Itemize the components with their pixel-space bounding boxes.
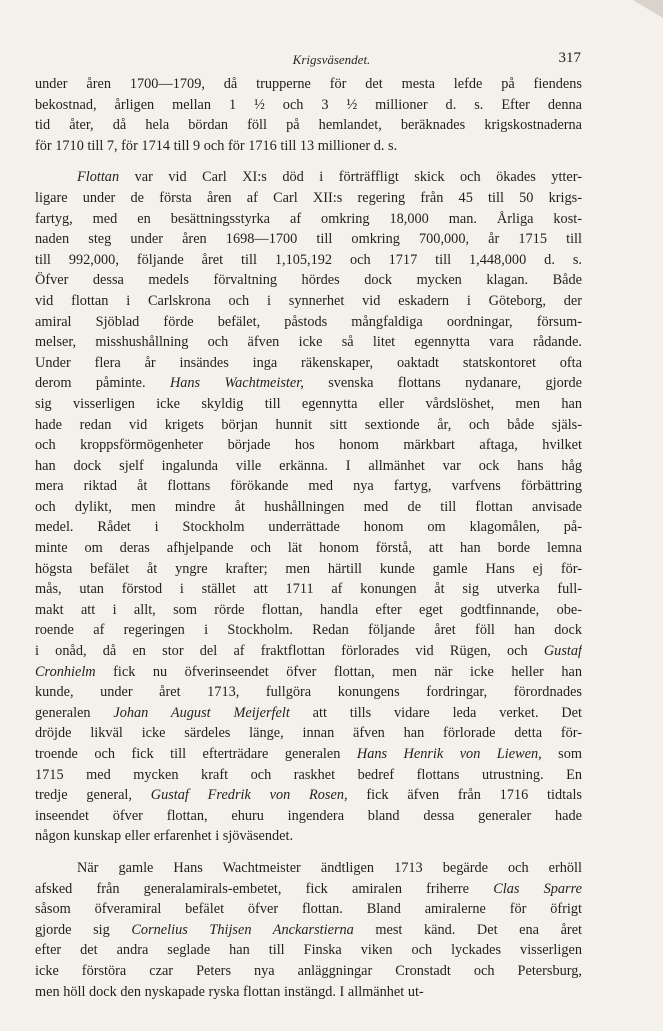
text-line <box>35 312 582 333</box>
text-run: att tills vidare leda verket. Det <box>289 704 582 721</box>
text-line <box>35 961 582 982</box>
text-run: makt att i allt, som rörde flottan, handla efter eget godtfinnande, obe- <box>35 601 582 618</box>
text-line <box>35 188 582 209</box>
text-run: fick nu öfverinseendet öfver flottan, men när icke heller han <box>95 663 582 680</box>
text-line <box>35 373 582 394</box>
text-run: han dock sjelf ingalunda ville erkänna. I allmänhet var ock hans håg <box>35 457 582 474</box>
text-run: amiral Sjöblad förde befälet, påstods mångfaldiga oordningar, försum- <box>35 313 582 330</box>
text-run: När gamle Hans Wachtmeister ändtligen 1713 begärde och erhöll <box>77 859 582 876</box>
text-run: mera riktad åt flottans förökande med nya fartyg, varfvens förbättring <box>35 478 582 495</box>
text-run: tredje general, <box>35 787 151 804</box>
italic-name: Hans Henrik von Liewen, <box>356 746 542 762</box>
text-line <box>35 682 582 703</box>
text-run: för 1710 till 7, för 1714 till 9 och för 1716 till 13 millioner d. s. <box>35 137 398 154</box>
text-line <box>35 476 582 497</box>
text-run: melser, misshushållning och äfven icke så litet egennytta vara rådande. <box>35 334 582 351</box>
text-line <box>35 620 582 641</box>
page-corner-fold <box>633 0 663 18</box>
text-run: till 992,000, följande året till 1,105,192 och 1717 till 1,448,000 d. s. <box>35 251 582 268</box>
text-run: under åren 1700—1709, då trupperne för det mesta lefde på fiendens <box>35 76 582 92</box>
text-run: kunde, under året 1713, fullgöra konungens fordringar, förordnades <box>35 684 582 701</box>
text-line <box>35 538 582 559</box>
text-run: hade redan vid krigets början hunnit sitt sextionde år, och både själs- <box>35 416 582 433</box>
text-run: fick äfven från 1716 tidtals <box>347 787 582 804</box>
text-run: derom påminte. <box>35 375 170 392</box>
text-line <box>35 806 582 827</box>
text-run: inseendet öfver flottan, ehuru ingendera bland dessa generaler hade <box>35 807 582 824</box>
text-line <box>35 940 582 961</box>
text-line <box>35 209 582 230</box>
text-line <box>35 95 582 116</box>
italic-name: Flottan <box>77 169 120 186</box>
text-line <box>35 559 582 580</box>
text-line <box>35 765 582 786</box>
running-head <box>0 50 663 70</box>
text-run: mås, utan förstod i stället att 1711 af konungen åt sig utverka full- <box>35 581 582 598</box>
text-run: 1715 med mycken kraft och raskhet bedref flottans utrustning. En <box>35 766 582 783</box>
text-line <box>35 115 582 136</box>
paragraph <box>35 858 582 1002</box>
text-run: Öfver dessa medels förvaltning hördes dock mycken klagan. Både <box>35 272 582 289</box>
italic-name: Clas Sparre <box>493 880 582 897</box>
text-line <box>35 332 582 353</box>
text-run: afsked från generalamirals-embetet, fick amiralen friherre <box>35 880 494 897</box>
text-run: var vid Carl XI:s död i förträffligt skick och ökades ytter- <box>119 169 582 186</box>
paragraph <box>35 74 582 156</box>
paragraph <box>35 167 582 847</box>
text-line <box>35 74 582 95</box>
text-line <box>35 982 582 1003</box>
italic-name: Johan August Meijerfelt <box>113 704 290 721</box>
text-run: medel. Rådet i Stockholm underrättade honom om klagomålen, på- <box>35 519 582 536</box>
text-line <box>35 858 582 879</box>
text-line <box>35 291 582 312</box>
italic-name: Hans Wachtmeister, <box>169 375 304 392</box>
text-run: troende och fick till efterträdare generalen <box>35 746 357 762</box>
text-run: dröjde likväl icke särdeles länge, innan äfven han förlorade detta för- <box>35 725 582 742</box>
italic-name: Gustaf <box>543 643 582 660</box>
text-run: fartyg, med en besättningsstyrka af omkring 18,000 man. Årliga kost- <box>35 210 582 227</box>
text-line <box>35 920 582 941</box>
italic-name: Gustaf Fredrik von Rosen, <box>150 787 348 804</box>
text-run: såsom öfveramiral befälet öfver flottan. Bland amiralerne för öfrigt <box>35 901 582 918</box>
text-run: men höll dock den nyskapade ryska flottan instängd. I allmänhet ut- <box>35 983 424 1000</box>
text-run: sig visserligen icke skyldig till egennytta eller vårdslöshet, men han <box>35 395 582 412</box>
text-line <box>35 497 582 518</box>
text-line <box>35 415 582 436</box>
italic-name: Cronhielm <box>35 663 96 680</box>
text-line <box>35 579 582 600</box>
text-run: tid åter, då hela bördan föll på hemlandet, beräknades krigskostnaderna <box>35 117 582 134</box>
text-line <box>35 662 582 683</box>
text-line <box>35 899 582 920</box>
text-line <box>35 517 582 538</box>
text-run: minte om deras afhjelpande och lät honom förstå, att han borde lemna <box>35 540 582 557</box>
text-run: och kroppsförmögenheter började hos honom märkbart aftaga, hvilket <box>35 437 582 454</box>
text-line <box>35 600 582 621</box>
text-run: efter det andra seglade han till Finska viken och lyckades visserligen <box>35 942 582 959</box>
text-line <box>35 456 582 477</box>
italic-name: Cornelius Thijsen Anckarstierna <box>131 921 354 938</box>
text-line <box>35 270 582 291</box>
text-run: bekostnad, årligen mellan 1 ½ och 3 ½ millioner d. s. Efter denna <box>35 96 582 113</box>
text-line <box>35 136 582 157</box>
text-run: som <box>541 746 582 762</box>
text-line <box>35 353 582 374</box>
text-line <box>35 703 582 724</box>
text-run: och dylikt, men mindre åt hushållningen med de till flottan anvisade <box>35 498 582 515</box>
text-run: gjorde sig <box>35 921 132 938</box>
text-run: mest känd. Det ena året <box>353 921 582 938</box>
text-run: naden steg under åren 1698—1700 till omkring 700,000, år 1715 till <box>35 231 582 248</box>
page-number: 317 <box>558 50 581 66</box>
text-run: Under flera år insändes inga räkenskaper, oaktadt statskontoret ofta <box>35 354 582 371</box>
text-run: icke förstöra czar Peters nya anläggningar Cronstadt och Petersburg, <box>35 962 582 979</box>
text-run: någon kunskap eller erfarenhet i sjöväsendet. <box>35 828 294 845</box>
paragraph-gap <box>35 847 582 858</box>
text-line <box>35 879 582 900</box>
text-line <box>35 229 582 250</box>
text-run: ligare under de första åren af Carl XII:s regering från 45 till 50 krigs- <box>35 189 582 206</box>
running-title: Krigsväsendet. <box>292 52 371 67</box>
text-line <box>35 435 582 456</box>
text-run: svenska flottans nydanare, gjorde <box>303 375 582 392</box>
text-run: högsta befälet åt yngre krafter; men härtill kunde gamle Hans ej för- <box>35 560 582 577</box>
text-line <box>35 250 582 271</box>
text-line <box>35 785 582 806</box>
text-run: vid flottan i Carlskrona och i synnerhet vid eskadern i Göteborg, der <box>35 292 582 309</box>
text-line <box>35 744 582 765</box>
text-line <box>35 723 582 744</box>
text-line <box>35 641 582 662</box>
text-line <box>35 167 582 188</box>
text-run: roende af regeringen i Stockholm. Redan följande året föll han dock <box>35 622 582 639</box>
text-line <box>35 826 582 847</box>
text-run: i onåd, då en stor del af fraktflottan förlorades vid Rügen, och <box>35 643 544 660</box>
body-text <box>35 74 582 1002</box>
text-line <box>35 394 582 415</box>
paragraph-gap <box>35 156 582 167</box>
text-run: generalen <box>35 704 114 721</box>
